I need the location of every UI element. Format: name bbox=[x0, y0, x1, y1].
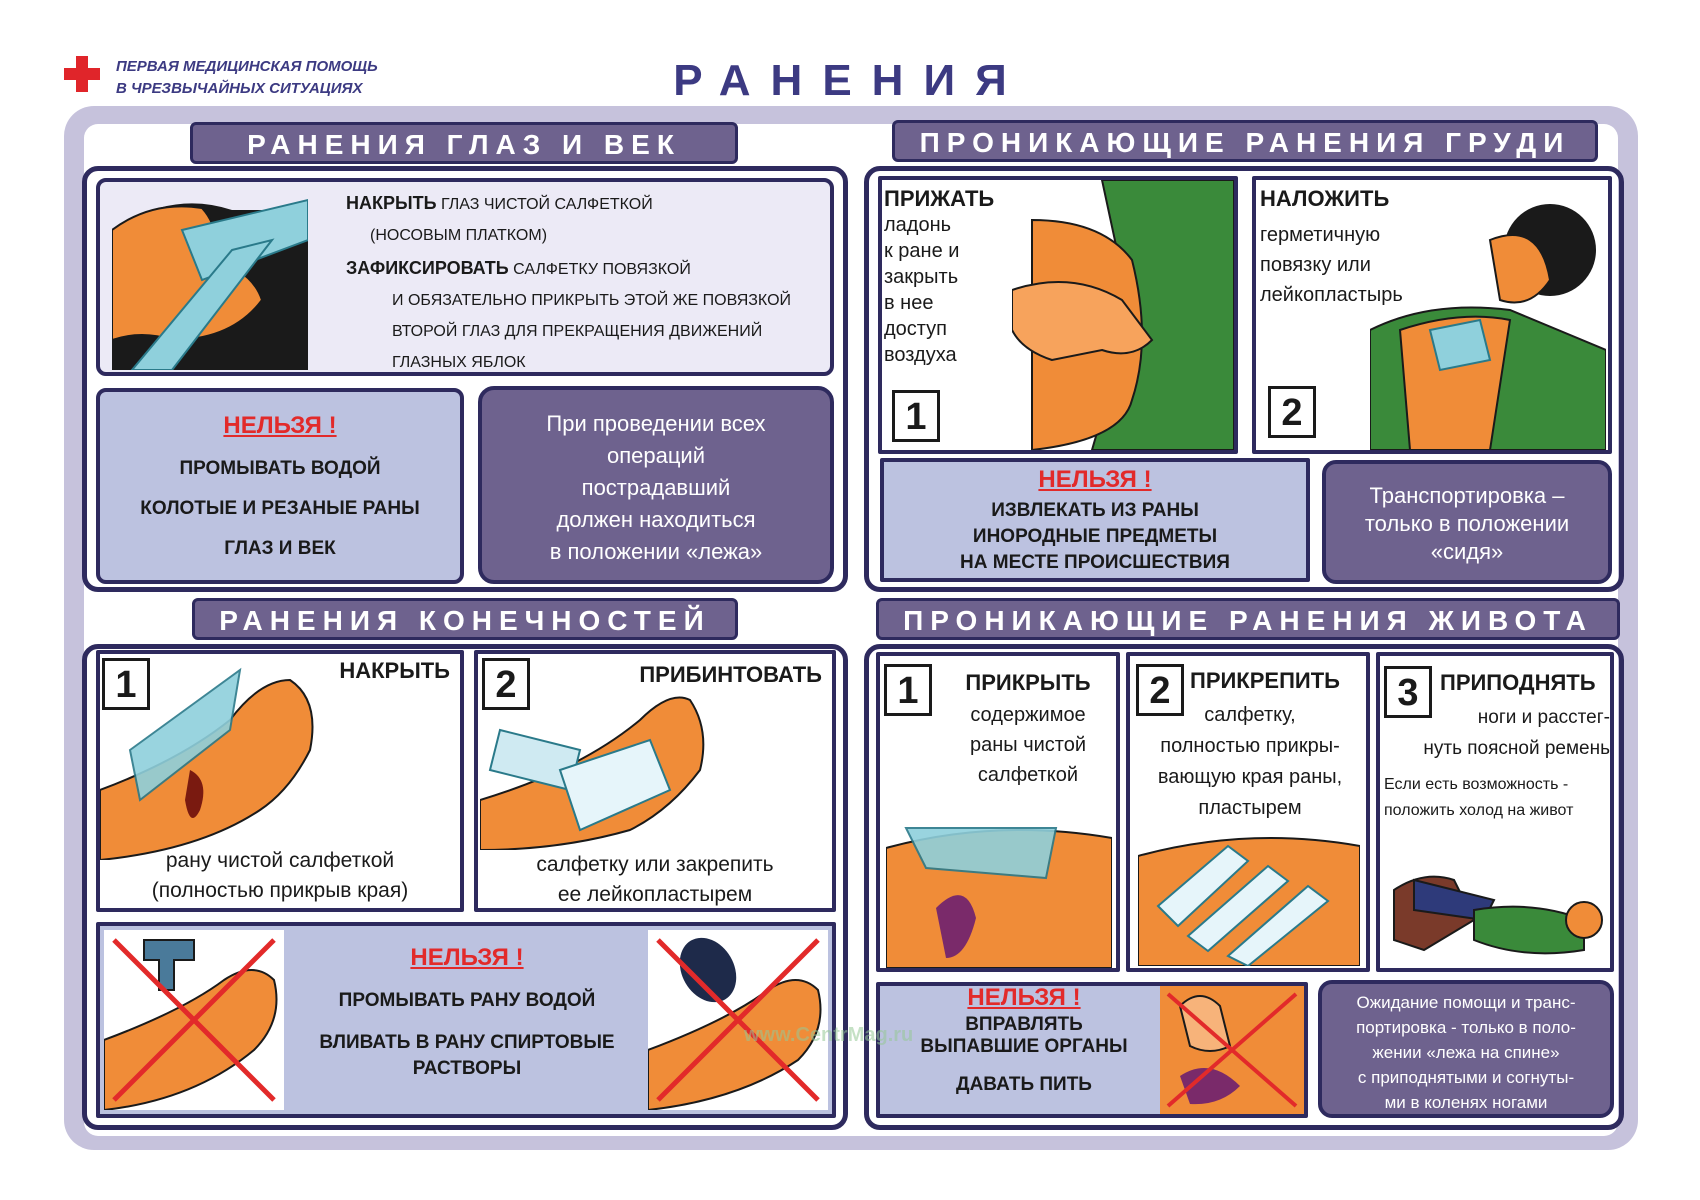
abdomen-step2-text bbox=[1136, 700, 1364, 824]
eyes-note-3: пострадавший bbox=[581, 475, 731, 500]
eyes-instr2-line3: ВТОРОЙ ГЛАЗ ДЛЯ ПРЕКРАЩЕНИЯ ДВИЖЕНИЙ bbox=[392, 323, 763, 340]
abdomen-wait-4: с приподнятыми и согнуты- bbox=[1357, 1068, 1575, 1087]
abdomen-step1-l1: содержимое bbox=[970, 704, 1086, 726]
abdomen-forbidden-3: ДАВАТЬ ПИТЬ bbox=[956, 1074, 1092, 1095]
eyes-note-4: должен находиться bbox=[556, 507, 756, 532]
chest-transport-note bbox=[1322, 460, 1612, 584]
limbs-step2-caption bbox=[480, 850, 830, 910]
eyes-instr1-line2: (НОСОВЫМ ПЛАТКОМ) bbox=[370, 227, 548, 244]
chest-forbidden-box bbox=[880, 458, 1310, 582]
no-alcohol-icon bbox=[648, 930, 828, 1110]
chest-transport-3: «сидя» bbox=[1430, 539, 1504, 564]
abdomen-wait-note bbox=[1318, 980, 1614, 1118]
eyes-forbidden-2: КОЛОТЫЕ И РЕЗАНЫЕ РАНЫ bbox=[140, 498, 420, 519]
eyes-instr2-rest: САЛФЕТКУ ПОВЯЗКОЙ bbox=[508, 261, 691, 278]
no-water-icon bbox=[104, 930, 284, 1110]
eyes-forbidden-1: ПРОМЫВАТЬ ВОДОЙ bbox=[179, 458, 381, 479]
abdomen-step3-lead: ПРИПОДНЯТЬ bbox=[1440, 670, 1596, 695]
chest-forbidden-2: ИНОРОДНЫЕ ПРЕДМЕТЫ bbox=[972, 526, 1218, 547]
abdomen-forbidden-title: НЕЛЬЗЯ ! bbox=[967, 984, 1081, 1011]
chest-step1-lead: ПРИЖАТЬ bbox=[884, 186, 995, 211]
no-reposition-icon bbox=[1160, 986, 1304, 1114]
abdomen-step2-l3: вающую края раны, bbox=[1157, 766, 1343, 788]
limbs-step2-l2: ее лейкопластырем bbox=[557, 883, 753, 906]
eyes-forbidden-box bbox=[96, 388, 464, 584]
page-title: РАНЕНИЯ bbox=[673, 56, 1027, 105]
chest-step1-l3: закрыть bbox=[884, 266, 959, 288]
chest-step1-l6: воздуха bbox=[884, 344, 957, 366]
eye-bandage-illustration bbox=[112, 190, 308, 370]
chest-step2-number: 2 bbox=[1268, 386, 1316, 438]
limbs-step2-number: 2 bbox=[482, 658, 530, 710]
chest-transport-1: Транспортировка – bbox=[1369, 483, 1565, 508]
limbs-forbidden-1: ПРОМЫВАТЬ РАНУ ВОДОЙ bbox=[338, 990, 596, 1011]
section-title-abdomen: ПРОНИКАЮЩИЕ РАНЕНИЯ ЖИВОТА bbox=[876, 598, 1620, 640]
abdomen-wait-3: жении «лежа на спине» bbox=[1372, 1043, 1560, 1062]
abdomen-step2-lead: ПРИКРЕПИТЬ bbox=[1190, 668, 1340, 693]
eyes-instr1-bold: НАКРЫТЬ bbox=[346, 193, 437, 213]
abdomen-step3-l3: Если есть возможность - bbox=[1384, 776, 1569, 793]
abdomen-wait-2: портировка - только в поло- bbox=[1356, 1018, 1576, 1037]
eyes-instr2-bold: ЗАФИКСИРОВАТЬ bbox=[346, 258, 509, 278]
chest-step2-text bbox=[1260, 186, 1460, 310]
chest-step1-l1: ладонь bbox=[884, 214, 952, 236]
chest-step1-l4: в нее bbox=[884, 292, 934, 314]
limbs-forbidden-text bbox=[290, 944, 644, 1080]
chest-step2-lead: НАЛОЖИТЬ bbox=[1260, 186, 1390, 211]
abdomen-step2-l4: пластырем bbox=[1198, 797, 1302, 819]
abdomen-step3-l2: нуть поясной ремень bbox=[1423, 738, 1610, 759]
chest-forbidden-3: НА МЕСТЕ ПРОИСШЕСТВИЯ bbox=[960, 552, 1230, 573]
abdomen-step1-lead: ПРИКРЫТЬ bbox=[965, 670, 1091, 695]
chest-step2-l3: лейкопластырь bbox=[1260, 284, 1403, 306]
chest-step2-l1: герметичную bbox=[1260, 224, 1381, 246]
eyes-instructions bbox=[346, 188, 826, 378]
abdomen-plaster-illustration bbox=[1138, 826, 1360, 966]
abdomen-step2-l2: полностью прикры- bbox=[1160, 735, 1340, 757]
chest-step1-text bbox=[884, 186, 1024, 368]
limbs-step1-caption bbox=[100, 846, 460, 906]
section-title-chest: ПРОНИКАЮЩИЕ РАНЕНИЯ ГРУДИ bbox=[892, 120, 1598, 162]
chest-step2-l2: повязку или bbox=[1260, 254, 1371, 276]
abdomen-step1-text bbox=[944, 670, 1112, 790]
eyes-instr1-rest: ГЛАЗ ЧИСТОЙ САЛФЕТКОЙ bbox=[436, 196, 653, 213]
abdomen-step3-number: 3 bbox=[1384, 666, 1432, 718]
eyes-position-note bbox=[478, 386, 834, 584]
header-subtitle-line2: В ЧРЕЗВЫЧАЙНЫХ СИТУАЦИЯХ bbox=[116, 80, 363, 97]
header-subtitle-line1: ПЕРВАЯ МЕДИЦИНСКАЯ ПОМОЩЬ bbox=[116, 58, 378, 75]
limbs-forbidden-2: ВЛИВАТЬ В РАНУ СПИРТОВЫЕ bbox=[319, 1032, 615, 1053]
abdomen-step3-text bbox=[1380, 702, 1610, 824]
limbs-step1-number: 1 bbox=[102, 658, 150, 710]
chest-step1-l5: доступ bbox=[884, 318, 948, 340]
limbs-step2-l1: салфетку или закрепить bbox=[536, 853, 774, 876]
abdomen-cover-illustration bbox=[886, 818, 1112, 968]
limbs-forbidden-title: НЕЛЬЗЯ ! bbox=[410, 944, 524, 971]
eyes-instr2-line2: И ОБЯЗАТЕЛЬНО ПРИКРЫТЬ ЭТОЙ ЖЕ ПОВЯЗКОЙ bbox=[392, 292, 792, 309]
limbs-forbidden-3: РАСТВОРЫ bbox=[412, 1058, 522, 1079]
watermark: www.CentrMag.ru bbox=[744, 1024, 914, 1046]
chest-step1-number: 1 bbox=[892, 390, 940, 442]
eyes-forbidden-3: ГЛАЗ И ВЕК bbox=[224, 538, 336, 559]
abdomen-step1-l3: салфеткой bbox=[977, 764, 1079, 786]
eyes-note-1: При проведении всех bbox=[546, 411, 766, 436]
abdomen-step2-l1: салфетку, bbox=[1204, 704, 1296, 726]
limbs-step2-lead: ПРИБИНТОВАТЬ bbox=[639, 662, 822, 687]
abdomen-wait-5: ми в коленях ногами bbox=[1384, 1093, 1548, 1112]
abdomen-wait-1: Ожидание помощи и транс- bbox=[1356, 993, 1576, 1012]
legs-raised-illustration bbox=[1384, 860, 1608, 968]
chest-step1-l2: к ране и bbox=[884, 240, 960, 262]
abdomen-step3-l4: положить холод на живот bbox=[1384, 802, 1574, 819]
chest-transport-2: только в положении bbox=[1364, 511, 1570, 536]
abdomen-forbidden-1: ВПРАВЛЯТЬ bbox=[965, 1014, 1083, 1035]
limbs-step1-lead: НАКРЫТЬ bbox=[339, 658, 450, 683]
abdomen-forbidden-2: ВЫПАВШИЕ ОРГАНЫ bbox=[920, 1036, 1128, 1057]
chest-forbidden-title: НЕЛЬЗЯ ! bbox=[1038, 466, 1152, 493]
eyes-note-2: операций bbox=[606, 443, 706, 468]
eyes-note-5: в положении «лежа» bbox=[549, 539, 763, 564]
chest-press-illustration bbox=[1012, 180, 1234, 450]
eyes-instr2-line4: ГЛАЗНЫХ ЯБЛОК bbox=[392, 354, 526, 371]
abdomen-step1-number: 1 bbox=[884, 664, 932, 716]
limbs-step1-l2: (полностью прикрыв края) bbox=[151, 879, 409, 902]
limbs-step1-l1: рану чистой салфеткой bbox=[165, 849, 395, 872]
abdomen-step1-l2: раны чистой bbox=[969, 734, 1087, 756]
abdomen-forbidden-text bbox=[884, 984, 1164, 1096]
section-title-eyes: РАНЕНИЯ ГЛАЗ И ВЕК bbox=[190, 122, 738, 164]
abdomen-step2-number: 2 bbox=[1136, 664, 1184, 716]
eyes-forbidden-title: НЕЛЬЗЯ ! bbox=[223, 412, 337, 439]
section-title-limbs: РАНЕНИЯ КОНЕЧНОСТЕЙ bbox=[192, 598, 738, 640]
chest-forbidden-1: ИЗВЛЕКАТЬ ИЗ РАНЫ bbox=[991, 500, 1199, 521]
abdomen-step3-l1: ноги и расстег- bbox=[1477, 707, 1610, 728]
